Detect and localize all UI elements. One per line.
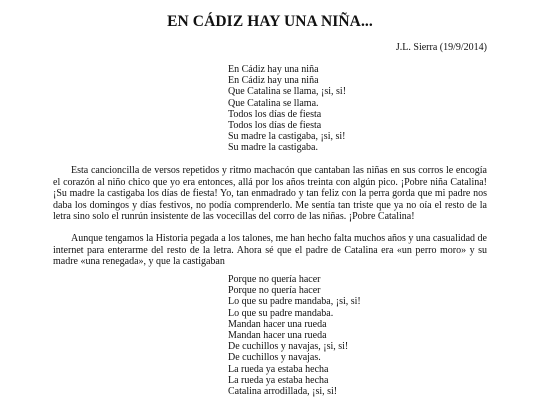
poem-line: Catalina arrodillada, ¡si, si! [228, 385, 338, 397]
poem-line: Su madre la castigaba. [228, 142, 318, 154]
poem-line: De cuchillos y navajas. [228, 352, 321, 364]
poem-line: En Cádiz hay una niña [228, 75, 319, 87]
poem-line: Que Catalina se llama, ¡si, si! [228, 86, 347, 98]
poem-line: Mandan hacer una rueda [228, 329, 327, 341]
poem-line: De cuchillos y navajas, ¡si, si! [228, 341, 349, 353]
poem-line: Todos los días de fiesta [228, 108, 322, 120]
poem-line: Porque no quería hacer [228, 274, 321, 285]
poem-line: En Cádiz hay una niña [228, 64, 319, 75]
body-paragraph-2: Aunque tengamos la Historia pegada a los talones, me han hecho falta muchos años y una casualidad de internet para enterarme del resto de la letra. Ahora sé que el padre de Catalina era «un perro moro» y su madre «una renegada», y que la castigaban [53, 233, 487, 268]
poem-stanza-1 [228, 64, 346, 154]
poem-line: Porque no quería hacer [228, 285, 321, 297]
author-date-line: J.L. Sierra (19/9/2014) [395, 42, 487, 53]
poem-stanza-2 [228, 274, 361, 397]
poem-line: La rueda ya estaba hecha [228, 363, 329, 375]
body-paragraph-1: Esta cancioncilla de versos repetidos y ritmo machacón que cantaban las niñas en sus corros le encogía el corazón al niño chico que yo era entonces, allá por los años treinta con algún pico. ¡Pobre niña Catalina! ¡Su madre la castigaba los días de fiesta! Yo, tan enmadrado y tan feliz con la perra gorda que mi padre nos daba los domingos y días festivos, no podía comprenderlo. Me sentía tan triste que ya no oía el resto de la letra sino solo el runrún insistente de las vocecillas del corro de las niñas. ¡Pobre Catalina! [53, 165, 487, 223]
poem-line: Lo que su padre mandaba, ¡si, si! [228, 296, 361, 308]
poem-line: La rueda ya estaba hecha [228, 374, 329, 386]
poem-line: Mandan hacer una rueda [228, 318, 327, 330]
poem-line: Su madre la castigaba, ¡si, si! [228, 131, 346, 143]
poem-line: Lo que su padre mandaba. [228, 307, 334, 319]
poem-line: Que Catalina se llama. [228, 97, 319, 109]
poem-line: Todos los días de fiesta [228, 119, 322, 131]
document-title: EN CÁDIZ HAY UNA NIÑA... [167, 13, 373, 30]
